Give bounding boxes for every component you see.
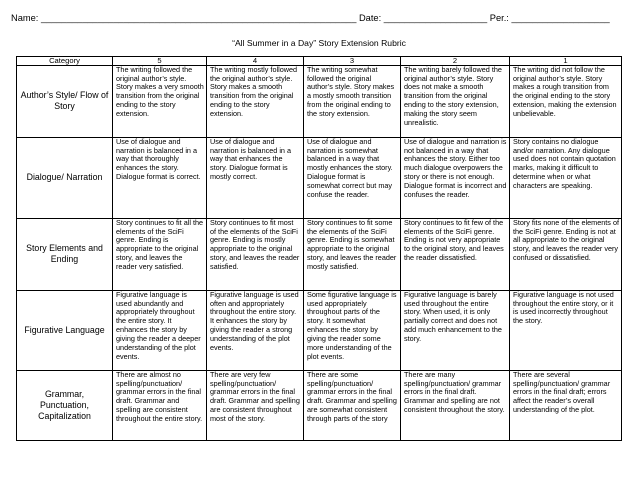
score-5-cell: Use of dialogue and narration is balanced in a way that thoroughly enhances the story. Dialogue format is correct. (113, 137, 207, 218)
category-cell: Figurative Language (17, 290, 113, 370)
category-cell: Grammar, Punctuation, Capitalization (17, 370, 113, 440)
header-row (17, 57, 622, 66)
score-4-cell: Story continues to fit most of the elements of the SciFi genre. Ending is mostly appropriate to the original story, and leaves the reader satisfied. (207, 218, 304, 290)
score-5-cell: Story continues to fit all the elements of the SciFi genre. Ending is appropriate to the original story, and leaves the reader very satisfied. (113, 218, 207, 290)
table-row (17, 290, 622, 370)
column-header-5: 5 (113, 57, 207, 66)
rubric-title: “All Summer in a Day” Story Extension Rubric (232, 38, 406, 48)
score-5-cell: Figurative language is used abundantly and appropriately throughout the entire story. It enhances the story by giving the reader a deeper understanding of the plot events. (113, 290, 207, 370)
score-1-cell: There are several spelling/punctuation/ grammar errors in the final draft; errors affect the reader’s overall understanding of the plot. (510, 370, 622, 440)
score-2-cell: Story continues to fit few of the elements of the SciFi genre. Ending is not very appropriate to the original story, and leaves the reader dissatisfied. (401, 218, 510, 290)
score-1-cell: Figurative language is not used throughout the entire story, or it is used incorrectly throughout the story. (510, 290, 622, 370)
table-row (17, 370, 622, 440)
column-header-1: 1 (510, 57, 622, 66)
table-row (17, 65, 622, 137)
score-3-cell: Story continues to fit some the elements of the SciFi genre. Ending is somewhat appropriate to the original story, and leaves the reader mostly satisfied. (304, 218, 401, 290)
score-1-cell: The writing did not follow the original author’s style. Story makes a rough transition from the original ending to the story extension, making the extension unbelievable. (510, 65, 622, 137)
score-2-cell: Use of dialogue and narration is not balanced in a way that enhances the story. Either too much dialogue overpowers the story or there is not enough. Dialogue format is incorrect and confuses the reader. (401, 137, 510, 218)
column-header-category: Category (17, 57, 113, 66)
score-4-cell: There are very few spelling/punctuation/ grammar errors in the final draft. Grammar and spelling are consistent throughout most of the story. (207, 370, 304, 440)
score-5-cell: There are almost no spelling/punctuation/ grammar errors in the final draft. Grammar and spelling are consistent throughout the entire story. (113, 370, 207, 440)
score-1-cell: Story fits none of the elements of the SciFi genre. Ending is not at all appropriate to the original story, and leaves the reader very confused or dissatisfied. (510, 218, 622, 290)
column-header-3: 3 (304, 57, 401, 66)
score-2-cell: There are many spelling/punctuation/ grammar errors in the final draft. Grammar and spelling are not consistent throughout the story. (401, 370, 510, 440)
score-3-cell: The writing somewhat followed the original author’s style. Story makes a mostly smooth transition from the original ending to the story extension. (304, 65, 401, 137)
score-4-cell: Use of dialogue and narration is balanced in a way that enhances the story. Dialogue format is mostly correct. (207, 137, 304, 218)
column-header-2: 2 (401, 57, 510, 66)
table-row (17, 218, 622, 290)
name-date-period-line: Name: _____________________________________________________________ Date: ____________________ Per.: ___________________ (11, 13, 610, 23)
score-1-cell: Story contains no dialogue and/or narration. Any dialogue used does not contain quotation marks, making it difficult to determine when or what characters are speaking. (510, 137, 622, 218)
rubric-table (16, 56, 622, 441)
score-3-cell: Use of dialogue and narration is somewhat balanced in a way that mostly enhances the story. Dialogue format is somewhat correct but may confuse the reader. (304, 137, 401, 218)
score-5-cell: The writing followed the original author’s style. Story makes a very smooth transition from the original ending to the story extension. (113, 65, 207, 137)
score-3-cell: Some figurative language is used appropriately throughout parts of the story. It somewhat enhances the story by giving the reader some more understanding of the plot events. (304, 290, 401, 370)
score-3-cell: There are some spelling/punctuation/ grammar errors in the final draft. Grammar and spelling are somewhat consistent through parts of the story (304, 370, 401, 440)
score-4-cell: The writing mostly followed the original author’s style. Story makes a smooth transition from the original ending to the story extension. (207, 65, 304, 137)
score-2-cell: The writing barely followed the original author’s style. Story does not make a smooth transition from the original ending to the story extension, making the story seem unrealistic. (401, 65, 510, 137)
category-cell: Dialogue/ Narration (17, 137, 113, 218)
category-cell: Story Elements and Ending (17, 218, 113, 290)
score-4-cell: Figurative language is used often and appropriately throughout the entire story. It enhances the story by giving the reader a strong understanding of the plot events. (207, 290, 304, 370)
column-header-4: 4 (207, 57, 304, 66)
table-row (17, 137, 622, 218)
category-cell: Author’s Style/ Flow of Story (17, 65, 113, 137)
score-2-cell: Figurative language is barely used throughout the entire story. When used, it is only partially correct and does not add much enhancement to the story. (401, 290, 510, 370)
